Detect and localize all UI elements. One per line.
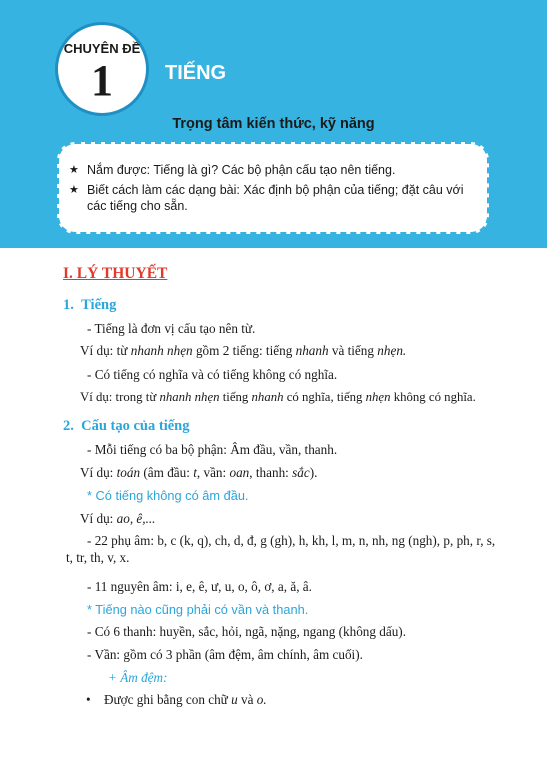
chapter-title: TIẾNG <box>165 62 227 84</box>
text-line: - 11 nguyên âm: i, e, ê, ư, u, o, ô, ơ, a, ă, â. <box>87 579 312 594</box>
example-line: Ví dụ: từ nhanh nhẹn gồm 2 tiếng: tiếng nhanh và tiếng nhẹn. <box>80 343 407 358</box>
text-line: - Có 6 thanh: huyền, sắc, hỏi, ngã, nặng, ngang (không dấu). <box>87 624 406 639</box>
focus-box <box>57 142 489 234</box>
chapter-number: 1 <box>91 56 113 105</box>
text-paragraph: - 22 phụ âm: b, c (k, q), ch, d, đ, g (gh), h, kh, l, m, n, nh, ng (ngh), p, ph, r, s, t, tr, th, v, x. <box>66 533 496 565</box>
subsection-title: 1. Tiếng <box>63 297 117 313</box>
subsection-title: 2. Cấu tạo của tiếng <box>63 418 190 434</box>
text-line: - Tiếng là đơn vị cấu tạo nên từ. <box>87 321 256 336</box>
example-line: Ví dụ: trong từ nhanh nhẹn tiếng nhanh có nghĩa, tiếng nhẹn không có nghĩa. <box>80 390 476 404</box>
chapter-label: CHUYÊN ĐỀ <box>63 41 141 56</box>
sub-note-line: + Âm đệm: <box>108 670 168 685</box>
note-line: * Tiếng nào cũng phải có vần và thanh. <box>87 602 309 617</box>
text-line: - Có tiếng có nghĩa và có tiếng không có nghĩa. <box>87 367 338 382</box>
text-line: - Vần: gồm có 3 phần (âm đệm, âm chính, âm cuối). <box>87 647 363 662</box>
focus-heading: Trọng tâm kiến thức, kỹ năng <box>172 116 375 132</box>
example-line: Ví dụ: ao, ê,... <box>80 511 156 526</box>
chapter-banner <box>0 0 547 248</box>
text-line: - Mỗi tiếng có ba bộ phận: Âm đầu, vần, thanh. <box>87 442 338 457</box>
example-line: Ví dụ: toán (âm đầu: t, vần: oan, thanh: sắc). <box>80 465 318 480</box>
chapter-badge <box>55 22 149 116</box>
focus-item: ★ Nắm được: Tiếng là gì? Các bộ phận cấu tạo nên tiếng. <box>69 163 396 177</box>
bullet-dot-icon: • <box>86 692 91 707</box>
section-title: I. LÝ THUYẾT <box>63 265 168 282</box>
bullet-item: • Được ghi bằng con chữ u và o. <box>86 692 267 707</box>
star-icon: ★ <box>69 184 79 196</box>
focus-item: ★ Biết cách làm các dạng bài: Xác định bộ phận của tiếng; đặt câu với các tiếng cho sẵn. <box>69 183 464 213</box>
note-line: * Có tiếng không có âm đầu. <box>87 488 249 503</box>
star-icon: ★ <box>69 164 79 176</box>
